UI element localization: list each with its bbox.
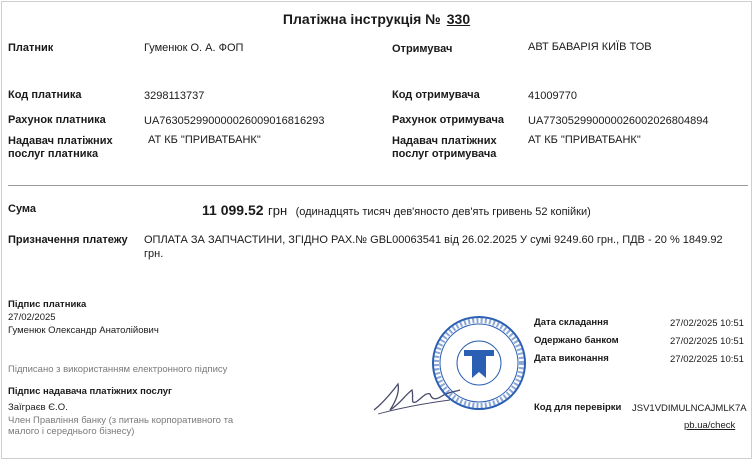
amount-label: Сума [8,203,37,215]
date-created: 27/02/2025 10:51 [670,318,744,329]
payer-signature-name: Гуменюк Олександр Анатолійович [8,325,159,336]
recipient-account: UA773052990000026002026804894 [528,115,709,127]
purpose-label: Призначення платежу [8,234,128,246]
date-received-label: Одержано банком [534,335,619,346]
purpose-text [144,233,723,261]
bank-stamp-seal [430,314,528,412]
bank-signer-position-line1: Член Правління банку (з питань корпоративного та [8,415,234,426]
payment-instruction-document [1,1,752,459]
document-title-text: Платіжна інструкція № [282,11,441,27]
verification-code: JSV1VDIMULNCAJMLK7A [632,403,747,414]
recipient-account-label: Рахунок отримувача [392,114,504,126]
amount-in-words: (одинадцять тисяч дев'яносто дев'ять гривень 52 копійки) [295,206,591,218]
recipient-provider: АТ КБ "ПРИВАТБАНК" [528,134,641,146]
verification-code-label: Код для перевірки [534,402,622,413]
payer-provider: АТ КБ "ПРИВАТБАНК" [148,134,261,146]
payer-provider-label-line1: Надавач платіжних [8,135,113,147]
document-title [2,11,751,27]
payer-label: Платник [8,42,54,54]
amount-currency: грн [267,203,288,218]
payer-signature-date: 27/02/2025 [8,312,56,323]
purpose-line2: грн. [144,248,164,260]
payer-provider-label-line2: послуг платника [8,148,99,160]
date-received: 27/02/2025 10:51 [670,336,744,347]
date-executed: 27/02/2025 10:51 [670,354,744,365]
document-number: 330 [446,11,471,27]
bank-signer-position [8,415,233,437]
recipient-provider-label [392,135,497,161]
bank-signer-name: Заїграєв Є.О. [8,402,68,413]
payer-account: UA763052990000026009016816293 [144,115,325,127]
recipient-provider-label-line1: Надавач платіжних [392,135,497,147]
amount-value: 11 099.52 [202,202,264,218]
recipient-code: 41009770 [528,90,577,102]
recipient-code-label: Код отримувача [392,89,480,101]
e-signature-note: Підписано з використанням електронного підпису [8,364,228,375]
payer-provider-label [8,135,113,161]
purpose-line1: ОПЛАТА ЗА ЗАПЧАСТИНИ, ЗГІДНО РАХ.№ GBL00063541 від 26.02.2025 У сумі 9249.60 грн., ПДВ - 20 % 1849.92 [144,234,723,246]
verification-link[interactable]: pb.ua/check [684,420,736,431]
section-divider [8,185,748,186]
stamp-bank-logo [464,350,494,378]
date-executed-label: Дата виконання [534,353,609,364]
payer-code: 3298113737 [144,90,205,102]
payer-account-label: Рахунок платника [8,114,106,126]
recipient-label: Отримувач [392,43,453,55]
payer-signature-label: Підпис платника [8,299,87,310]
payer-code-label: Код платника [8,89,82,101]
recipient-provider-label-line2: послуг отримувача [392,148,497,160]
payer-name: Гуменюк О. А. ФОП [144,42,244,54]
amount-row [202,202,591,220]
date-created-label: Дата складання [534,317,609,328]
bank-signer-position-line2: малого і середнього бізнесу) [8,426,135,437]
bank-signature-label: Підпис надавача платіжних послуг [8,386,172,397]
recipient-name: АВТ БАВАРІЯ КИЇВ ТОВ [528,41,652,53]
